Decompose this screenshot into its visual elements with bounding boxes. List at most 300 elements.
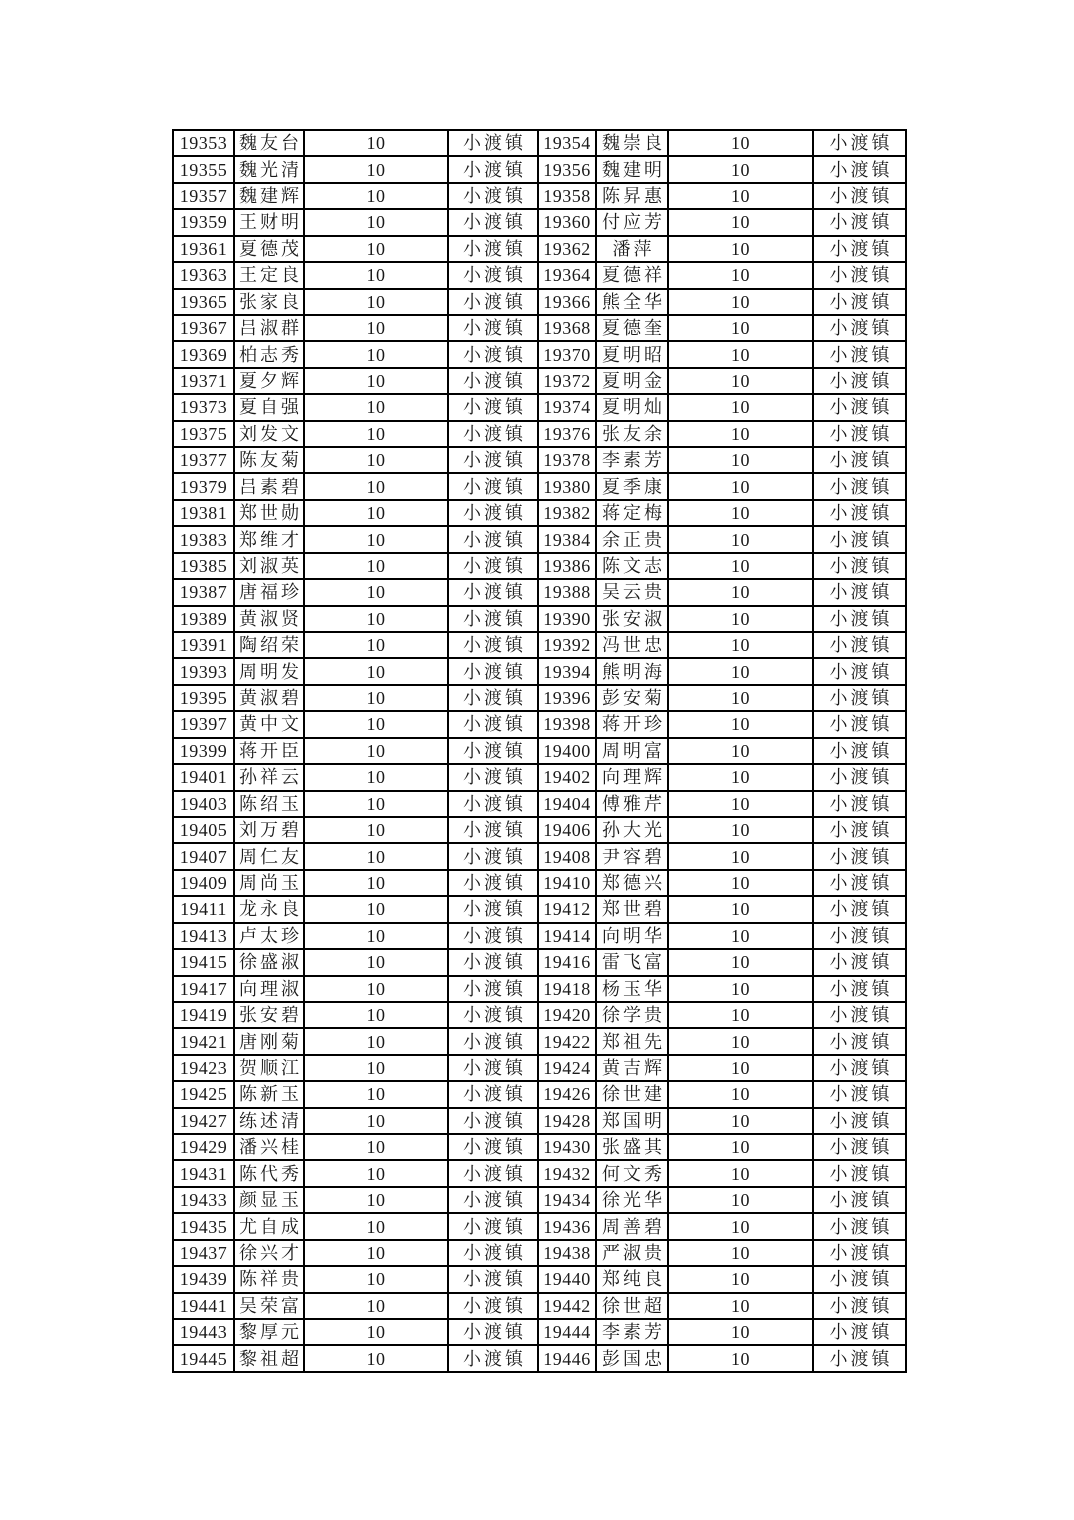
name-cell: 彭国忠 bbox=[596, 1345, 668, 1372]
table-row bbox=[173, 236, 906, 262]
town-cell: 小渡镇 bbox=[813, 341, 906, 367]
town-cell: 小渡镇 bbox=[448, 1002, 538, 1028]
town-cell: 小渡镇 bbox=[448, 1240, 538, 1266]
town-cell: 小渡镇 bbox=[813, 632, 906, 658]
table-row bbox=[173, 130, 906, 156]
table-row bbox=[173, 315, 906, 341]
table-row bbox=[173, 1240, 906, 1266]
amount-cell: 10 bbox=[668, 896, 813, 922]
name-cell: 李素芳 bbox=[596, 1319, 668, 1345]
id-cell: 19414 bbox=[538, 923, 596, 949]
amount-cell: 10 bbox=[304, 1108, 448, 1134]
id-cell: 19377 bbox=[173, 447, 234, 473]
id-cell: 19429 bbox=[173, 1134, 234, 1160]
town-cell: 小渡镇 bbox=[448, 896, 538, 922]
amount-cell: 10 bbox=[668, 791, 813, 817]
amount-cell: 10 bbox=[668, 1028, 813, 1054]
name-cell: 吕素碧 bbox=[234, 473, 304, 499]
id-cell: 19445 bbox=[173, 1345, 234, 1372]
name-cell: 郑德兴 bbox=[596, 870, 668, 896]
name-cell: 余正贵 bbox=[596, 526, 668, 552]
town-cell: 小渡镇 bbox=[448, 923, 538, 949]
town-cell: 小渡镇 bbox=[813, 1240, 906, 1266]
town-cell: 小渡镇 bbox=[813, 1160, 906, 1186]
town-cell: 小渡镇 bbox=[448, 1108, 538, 1134]
amount-cell: 10 bbox=[668, 1240, 813, 1266]
id-cell: 19379 bbox=[173, 473, 234, 499]
table-row bbox=[173, 764, 906, 790]
table-row bbox=[173, 976, 906, 1002]
town-cell: 小渡镇 bbox=[813, 368, 906, 394]
town-cell: 小渡镇 bbox=[448, 209, 538, 235]
name-cell: 雷飞富 bbox=[596, 949, 668, 975]
name-cell: 黎厚元 bbox=[234, 1319, 304, 1345]
town-cell: 小渡镇 bbox=[448, 1319, 538, 1345]
town-cell: 小渡镇 bbox=[448, 764, 538, 790]
id-cell: 19378 bbox=[538, 447, 596, 473]
town-cell: 小渡镇 bbox=[448, 632, 538, 658]
amount-cell: 10 bbox=[304, 1002, 448, 1028]
table-row bbox=[173, 1002, 906, 1028]
name-cell: 夏夕辉 bbox=[234, 368, 304, 394]
amount-cell: 10 bbox=[304, 1266, 448, 1292]
table-row bbox=[173, 394, 906, 420]
id-cell: 19365 bbox=[173, 289, 234, 315]
id-cell: 19408 bbox=[538, 843, 596, 869]
id-cell: 19438 bbox=[538, 1240, 596, 1266]
name-cell: 徐光华 bbox=[596, 1187, 668, 1213]
table-row bbox=[173, 1213, 906, 1239]
name-cell: 夏明金 bbox=[596, 368, 668, 394]
town-cell: 小渡镇 bbox=[813, 764, 906, 790]
town-cell: 小渡镇 bbox=[813, 658, 906, 684]
amount-cell: 10 bbox=[304, 606, 448, 632]
amount-cell: 10 bbox=[668, 685, 813, 711]
id-cell: 19353 bbox=[173, 130, 234, 156]
name-cell: 向明华 bbox=[596, 923, 668, 949]
id-cell: 19384 bbox=[538, 526, 596, 552]
amount-cell: 10 bbox=[304, 1240, 448, 1266]
amount-cell: 10 bbox=[668, 870, 813, 896]
town-cell: 小渡镇 bbox=[448, 289, 538, 315]
name-cell: 陶绍荣 bbox=[234, 632, 304, 658]
amount-cell: 10 bbox=[668, 817, 813, 843]
name-cell: 徐世建 bbox=[596, 1081, 668, 1107]
amount-cell: 10 bbox=[304, 500, 448, 526]
town-cell: 小渡镇 bbox=[813, 500, 906, 526]
name-cell: 刘发文 bbox=[234, 421, 304, 447]
name-cell: 陈代秀 bbox=[234, 1160, 304, 1186]
id-cell: 19440 bbox=[538, 1266, 596, 1292]
id-cell: 19390 bbox=[538, 606, 596, 632]
town-cell: 小渡镇 bbox=[448, 976, 538, 1002]
town-cell: 小渡镇 bbox=[448, 1134, 538, 1160]
table-row bbox=[173, 632, 906, 658]
id-cell: 19367 bbox=[173, 315, 234, 341]
id-cell: 19391 bbox=[173, 632, 234, 658]
name-cell: 吴云贵 bbox=[596, 579, 668, 605]
amount-cell: 10 bbox=[304, 1055, 448, 1081]
name-cell: 张安碧 bbox=[234, 1002, 304, 1028]
id-cell: 19357 bbox=[173, 183, 234, 209]
id-cell: 19404 bbox=[538, 791, 596, 817]
table-row bbox=[173, 579, 906, 605]
amount-cell: 10 bbox=[304, 1293, 448, 1319]
town-cell: 小渡镇 bbox=[813, 606, 906, 632]
amount-cell: 10 bbox=[304, 817, 448, 843]
name-cell: 徐盛淑 bbox=[234, 949, 304, 975]
id-cell: 19421 bbox=[173, 1028, 234, 1054]
town-cell: 小渡镇 bbox=[813, 526, 906, 552]
town-cell: 小渡镇 bbox=[448, 711, 538, 737]
amount-cell: 10 bbox=[304, 183, 448, 209]
id-cell: 19425 bbox=[173, 1081, 234, 1107]
id-cell: 19360 bbox=[538, 209, 596, 235]
name-cell: 蒋定梅 bbox=[596, 500, 668, 526]
town-cell: 小渡镇 bbox=[448, 1293, 538, 1319]
id-cell: 19393 bbox=[173, 658, 234, 684]
id-cell: 19361 bbox=[173, 236, 234, 262]
table-row bbox=[173, 447, 906, 473]
town-cell: 小渡镇 bbox=[448, 421, 538, 447]
name-cell: 向理淑 bbox=[234, 976, 304, 1002]
amount-cell: 10 bbox=[668, 341, 813, 367]
town-cell: 小渡镇 bbox=[813, 553, 906, 579]
amount-cell: 10 bbox=[304, 130, 448, 156]
amount-cell: 10 bbox=[668, 738, 813, 764]
name-cell: 冯世忠 bbox=[596, 632, 668, 658]
amount-cell: 10 bbox=[304, 1134, 448, 1160]
name-cell: 孙祥云 bbox=[234, 764, 304, 790]
table-row bbox=[173, 1160, 906, 1186]
id-cell: 19430 bbox=[538, 1134, 596, 1160]
amount-cell: 10 bbox=[668, 843, 813, 869]
town-cell: 小渡镇 bbox=[448, 183, 538, 209]
town-cell: 小渡镇 bbox=[813, 1266, 906, 1292]
amount-cell: 10 bbox=[304, 923, 448, 949]
table-row bbox=[173, 156, 906, 182]
id-cell: 19368 bbox=[538, 315, 596, 341]
town-cell: 小渡镇 bbox=[813, 1319, 906, 1345]
town-cell: 小渡镇 bbox=[813, 130, 906, 156]
amount-cell: 10 bbox=[304, 447, 448, 473]
table-row bbox=[173, 606, 906, 632]
amount-cell: 10 bbox=[668, 1345, 813, 1372]
table-row bbox=[173, 421, 906, 447]
amount-cell: 10 bbox=[668, 156, 813, 182]
amount-cell: 10 bbox=[304, 553, 448, 579]
id-cell: 19394 bbox=[538, 658, 596, 684]
id-cell: 19392 bbox=[538, 632, 596, 658]
id-cell: 19432 bbox=[538, 1160, 596, 1186]
amount-cell: 10 bbox=[668, 209, 813, 235]
id-cell: 19388 bbox=[538, 579, 596, 605]
amount-cell: 10 bbox=[304, 870, 448, 896]
amount-cell: 10 bbox=[668, 579, 813, 605]
town-cell: 小渡镇 bbox=[448, 526, 538, 552]
id-cell: 19401 bbox=[173, 764, 234, 790]
name-cell: 黄吉辉 bbox=[596, 1055, 668, 1081]
name-cell: 周明发 bbox=[234, 658, 304, 684]
id-cell: 19398 bbox=[538, 711, 596, 737]
name-cell: 魏建辉 bbox=[234, 183, 304, 209]
name-cell: 黄淑贤 bbox=[234, 606, 304, 632]
amount-cell: 10 bbox=[304, 289, 448, 315]
name-cell: 蒋开臣 bbox=[234, 738, 304, 764]
id-cell: 19382 bbox=[538, 500, 596, 526]
name-cell: 付应芳 bbox=[596, 209, 668, 235]
name-cell: 黎祖超 bbox=[234, 1345, 304, 1372]
name-cell: 张盛其 bbox=[596, 1134, 668, 1160]
id-cell: 19442 bbox=[538, 1293, 596, 1319]
town-cell: 小渡镇 bbox=[448, 1345, 538, 1372]
name-cell: 夏自强 bbox=[234, 394, 304, 420]
amount-cell: 10 bbox=[304, 949, 448, 975]
amount-cell: 10 bbox=[304, 394, 448, 420]
id-cell: 19446 bbox=[538, 1345, 596, 1372]
id-cell: 19387 bbox=[173, 579, 234, 605]
id-cell: 19386 bbox=[538, 553, 596, 579]
town-cell: 小渡镇 bbox=[448, 791, 538, 817]
town-cell: 小渡镇 bbox=[448, 817, 538, 843]
id-cell: 19400 bbox=[538, 738, 596, 764]
amount-cell: 10 bbox=[668, 1002, 813, 1028]
town-cell: 小渡镇 bbox=[813, 315, 906, 341]
id-cell: 19399 bbox=[173, 738, 234, 764]
name-cell: 陈祥贵 bbox=[234, 1266, 304, 1292]
id-cell: 19420 bbox=[538, 1002, 596, 1028]
id-cell: 19403 bbox=[173, 791, 234, 817]
amount-cell: 10 bbox=[668, 1055, 813, 1081]
town-cell: 小渡镇 bbox=[813, 421, 906, 447]
name-cell: 徐兴才 bbox=[234, 1240, 304, 1266]
table-row bbox=[173, 368, 906, 394]
town-cell: 小渡镇 bbox=[448, 447, 538, 473]
amount-cell: 10 bbox=[304, 526, 448, 552]
town-cell: 小渡镇 bbox=[448, 394, 538, 420]
amount-cell: 10 bbox=[668, 764, 813, 790]
table-row bbox=[173, 685, 906, 711]
town-cell: 小渡镇 bbox=[448, 1055, 538, 1081]
town-cell: 小渡镇 bbox=[448, 236, 538, 262]
name-cell: 魏光清 bbox=[234, 156, 304, 182]
town-cell: 小渡镇 bbox=[813, 870, 906, 896]
amount-cell: 10 bbox=[304, 632, 448, 658]
town-cell: 小渡镇 bbox=[813, 685, 906, 711]
name-cell: 郑国明 bbox=[596, 1108, 668, 1134]
amount-cell: 10 bbox=[668, 632, 813, 658]
town-cell: 小渡镇 bbox=[813, 817, 906, 843]
id-cell: 19406 bbox=[538, 817, 596, 843]
name-cell: 刘万碧 bbox=[234, 817, 304, 843]
amount-cell: 10 bbox=[668, 130, 813, 156]
town-cell: 小渡镇 bbox=[813, 843, 906, 869]
name-cell: 何文秀 bbox=[596, 1160, 668, 1186]
amount-cell: 10 bbox=[304, 1213, 448, 1239]
table-row bbox=[173, 658, 906, 684]
id-cell: 19427 bbox=[173, 1108, 234, 1134]
name-cell: 吕淑群 bbox=[234, 315, 304, 341]
amount-cell: 10 bbox=[668, 289, 813, 315]
name-cell: 周仁友 bbox=[234, 843, 304, 869]
amount-cell: 10 bbox=[304, 738, 448, 764]
town-cell: 小渡镇 bbox=[448, 658, 538, 684]
amount-cell: 10 bbox=[304, 1319, 448, 1345]
name-cell: 郑世碧 bbox=[596, 896, 668, 922]
town-cell: 小渡镇 bbox=[813, 1002, 906, 1028]
table-row bbox=[173, 526, 906, 552]
town-cell: 小渡镇 bbox=[813, 473, 906, 499]
id-cell: 19389 bbox=[173, 606, 234, 632]
id-cell: 19419 bbox=[173, 1002, 234, 1028]
name-cell: 周尚玉 bbox=[234, 870, 304, 896]
name-cell: 夏德祥 bbox=[596, 262, 668, 288]
name-cell: 潘兴桂 bbox=[234, 1134, 304, 1160]
name-cell: 杨玉华 bbox=[596, 976, 668, 1002]
town-cell: 小渡镇 bbox=[813, 289, 906, 315]
amount-cell: 10 bbox=[668, 421, 813, 447]
id-cell: 19423 bbox=[173, 1055, 234, 1081]
name-cell: 黄淑碧 bbox=[234, 685, 304, 711]
amount-cell: 10 bbox=[304, 1187, 448, 1213]
town-cell: 小渡镇 bbox=[448, 1081, 538, 1107]
amount-cell: 10 bbox=[668, 1160, 813, 1186]
town-cell: 小渡镇 bbox=[813, 394, 906, 420]
town-cell: 小渡镇 bbox=[813, 236, 906, 262]
town-cell: 小渡镇 bbox=[813, 156, 906, 182]
name-cell: 王财明 bbox=[234, 209, 304, 235]
table-row bbox=[173, 1187, 906, 1213]
id-cell: 19416 bbox=[538, 949, 596, 975]
amount-cell: 10 bbox=[304, 658, 448, 684]
id-cell: 19383 bbox=[173, 526, 234, 552]
name-cell: 夏德茂 bbox=[234, 236, 304, 262]
id-cell: 19356 bbox=[538, 156, 596, 182]
table-row bbox=[173, 1293, 906, 1319]
amount-cell: 10 bbox=[304, 341, 448, 367]
id-cell: 19381 bbox=[173, 500, 234, 526]
table-row bbox=[173, 262, 906, 288]
name-cell: 向理辉 bbox=[596, 764, 668, 790]
id-cell: 19397 bbox=[173, 711, 234, 737]
town-cell: 小渡镇 bbox=[813, 209, 906, 235]
amount-cell: 10 bbox=[304, 473, 448, 499]
name-cell: 严淑贵 bbox=[596, 1240, 668, 1266]
amount-cell: 10 bbox=[668, 1134, 813, 1160]
amount-cell: 10 bbox=[668, 394, 813, 420]
name-cell: 彭安菊 bbox=[596, 685, 668, 711]
amount-cell: 10 bbox=[304, 1081, 448, 1107]
town-cell: 小渡镇 bbox=[813, 1028, 906, 1054]
town-cell: 小渡镇 bbox=[448, 1266, 538, 1292]
town-cell: 小渡镇 bbox=[448, 579, 538, 605]
name-cell: 王定良 bbox=[234, 262, 304, 288]
amount-cell: 10 bbox=[668, 1319, 813, 1345]
table-row bbox=[173, 553, 906, 579]
amount-cell: 10 bbox=[304, 711, 448, 737]
table-row bbox=[173, 1055, 906, 1081]
town-cell: 小渡镇 bbox=[813, 1293, 906, 1319]
amount-cell: 10 bbox=[304, 1160, 448, 1186]
amount-cell: 10 bbox=[668, 923, 813, 949]
amount-cell: 10 bbox=[304, 764, 448, 790]
id-cell: 19380 bbox=[538, 473, 596, 499]
town-cell: 小渡镇 bbox=[448, 1028, 538, 1054]
name-cell: 张安淑 bbox=[596, 606, 668, 632]
amount-cell: 10 bbox=[668, 183, 813, 209]
name-cell: 魏崇良 bbox=[596, 130, 668, 156]
table-row bbox=[173, 183, 906, 209]
id-cell: 19415 bbox=[173, 949, 234, 975]
town-cell: 小渡镇 bbox=[448, 262, 538, 288]
town-cell: 小渡镇 bbox=[448, 1187, 538, 1213]
id-cell: 19405 bbox=[173, 817, 234, 843]
name-cell: 刘淑英 bbox=[234, 553, 304, 579]
id-cell: 19441 bbox=[173, 1293, 234, 1319]
id-cell: 19374 bbox=[538, 394, 596, 420]
name-cell: 陈友菊 bbox=[234, 447, 304, 473]
town-cell: 小渡镇 bbox=[813, 1055, 906, 1081]
name-cell: 尹容碧 bbox=[596, 843, 668, 869]
id-cell: 19354 bbox=[538, 130, 596, 156]
name-cell: 黄中文 bbox=[234, 711, 304, 737]
recipients-table bbox=[172, 129, 907, 1373]
name-cell: 陈新玉 bbox=[234, 1081, 304, 1107]
name-cell: 李素芳 bbox=[596, 447, 668, 473]
town-cell: 小渡镇 bbox=[813, 976, 906, 1002]
name-cell: 柏志秀 bbox=[234, 341, 304, 367]
name-cell: 陈昇惠 bbox=[596, 183, 668, 209]
id-cell: 19385 bbox=[173, 553, 234, 579]
id-cell: 19364 bbox=[538, 262, 596, 288]
id-cell: 19431 bbox=[173, 1160, 234, 1186]
recipients-table-body bbox=[173, 130, 906, 1372]
table-row bbox=[173, 870, 906, 896]
table-row bbox=[173, 1319, 906, 1345]
amount-cell: 10 bbox=[668, 1293, 813, 1319]
amount-cell: 10 bbox=[668, 711, 813, 737]
amount-cell: 10 bbox=[668, 949, 813, 975]
name-cell: 张家良 bbox=[234, 289, 304, 315]
id-cell: 19411 bbox=[173, 896, 234, 922]
name-cell: 唐刚菊 bbox=[234, 1028, 304, 1054]
amount-cell: 10 bbox=[668, 526, 813, 552]
id-cell: 19417 bbox=[173, 976, 234, 1002]
amount-cell: 10 bbox=[304, 843, 448, 869]
name-cell: 孙大光 bbox=[596, 817, 668, 843]
town-cell: 小渡镇 bbox=[448, 341, 538, 367]
town-cell: 小渡镇 bbox=[813, 1345, 906, 1372]
id-cell: 19410 bbox=[538, 870, 596, 896]
name-cell: 夏德奎 bbox=[596, 315, 668, 341]
name-cell: 魏友台 bbox=[234, 130, 304, 156]
id-cell: 19372 bbox=[538, 368, 596, 394]
amount-cell: 10 bbox=[668, 473, 813, 499]
name-cell: 龙永良 bbox=[234, 896, 304, 922]
name-cell: 熊明海 bbox=[596, 658, 668, 684]
town-cell: 小渡镇 bbox=[448, 368, 538, 394]
amount-cell: 10 bbox=[304, 421, 448, 447]
amount-cell: 10 bbox=[668, 500, 813, 526]
amount-cell: 10 bbox=[668, 1187, 813, 1213]
amount-cell: 10 bbox=[668, 553, 813, 579]
amount-cell: 10 bbox=[668, 447, 813, 473]
name-cell: 吴荣富 bbox=[234, 1293, 304, 1319]
id-cell: 19412 bbox=[538, 896, 596, 922]
name-cell: 陈绍玉 bbox=[234, 791, 304, 817]
name-cell: 徐学贵 bbox=[596, 1002, 668, 1028]
town-cell: 小渡镇 bbox=[448, 606, 538, 632]
